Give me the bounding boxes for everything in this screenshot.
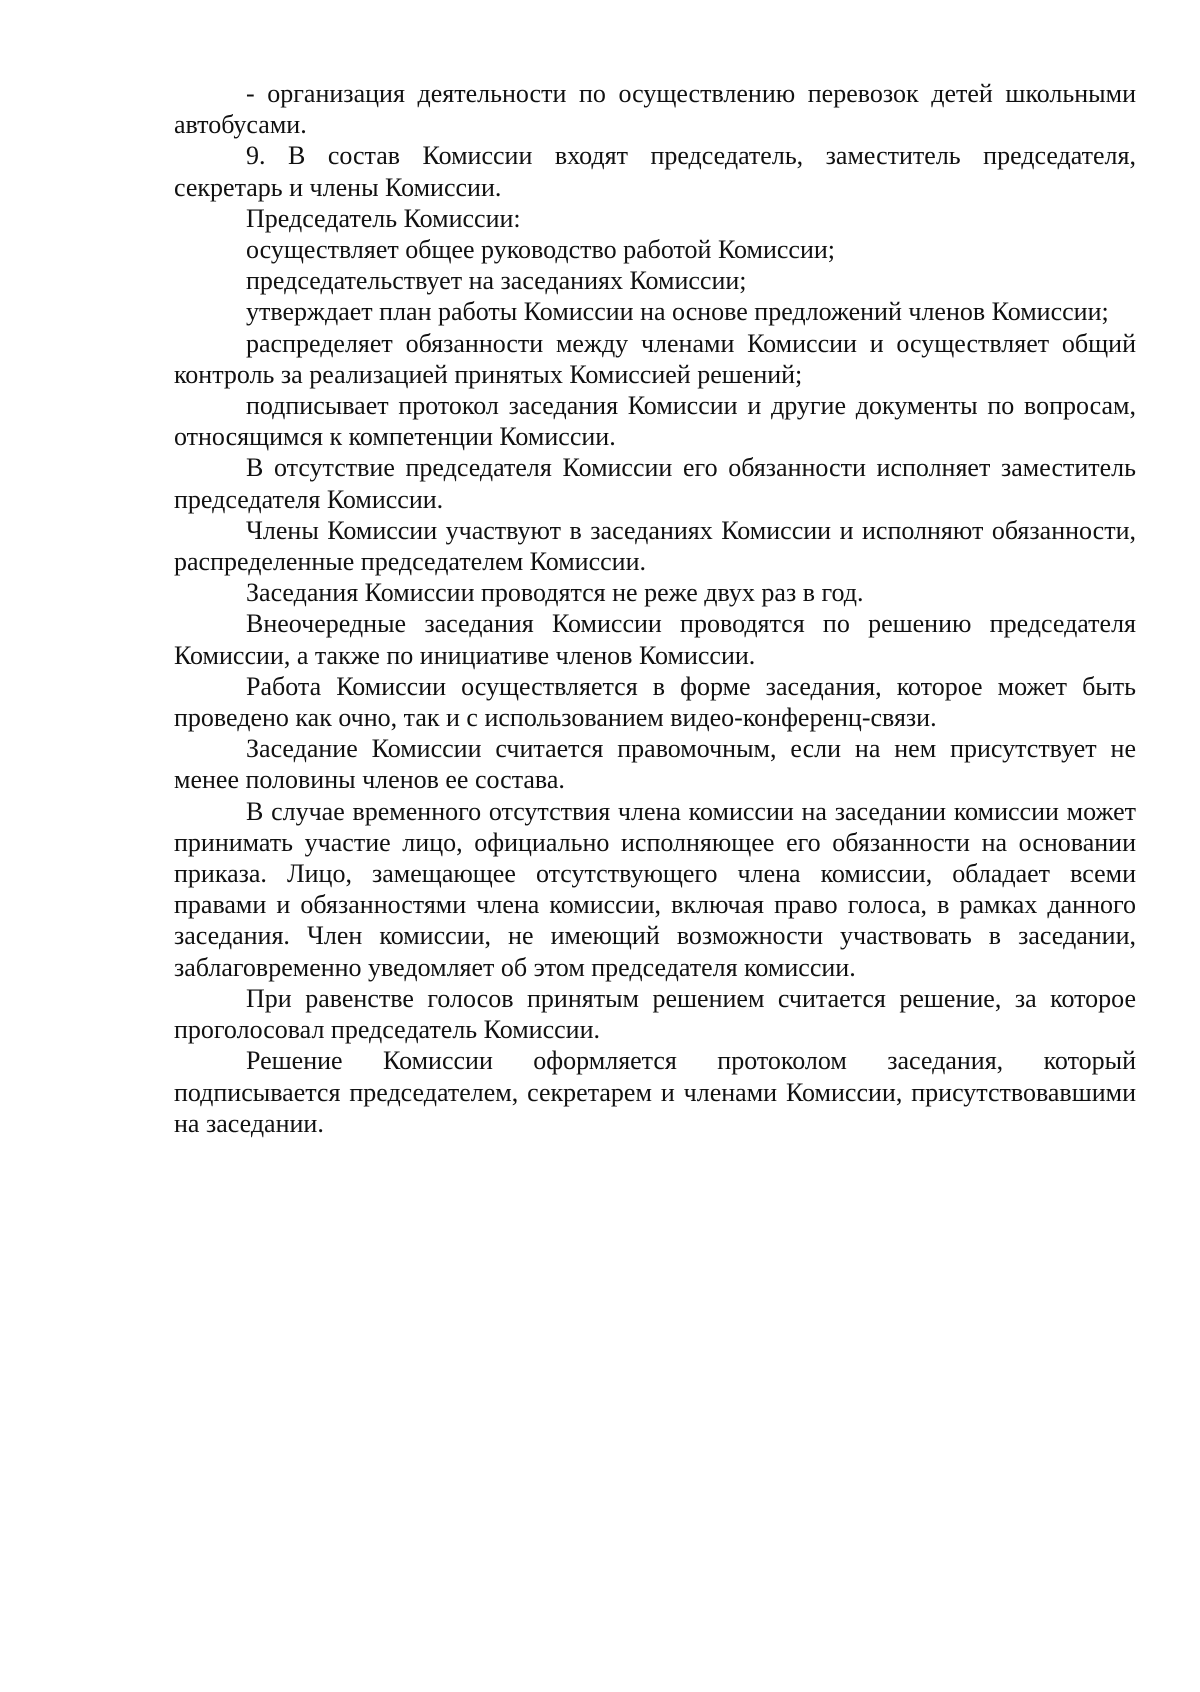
paragraph-extraordinary-meetings: Внеочередные заседания Комиссии проводятся по решению председателя Комиссии, а также по инициативе членов Комиссии. xyxy=(174,609,1136,670)
paragraph-commission-composition: 9. В состав Комиссии входят председатель, заместитель председателя, секретарь и члены Комиссии. xyxy=(174,141,1136,202)
paragraph-transport-organization: - организация деятельности по осуществлению перевозок детей школьными автобусами. xyxy=(174,79,1136,140)
document-body xyxy=(174,78,1136,1139)
paragraph-decision-protocol: Решение Комиссии оформляется протоколом заседания, который подписывается председателем, секретарем и членами Комиссии, присутствовавшими на заседании. xyxy=(174,1046,1136,1138)
paragraph-chairman-heading: Председатель Комиссии: xyxy=(246,203,521,233)
paragraph-tie-vote: При равенстве голосов принятым решением считается решение, за которое проголосовал председатель Комиссии. xyxy=(174,983,1136,1045)
paragraph-meeting-format: Работа Комиссии осуществляется в форме заседания, которое может быть проведено как очно, так и с использованием видео-конференц-связи. xyxy=(174,671,1136,733)
paragraph-meeting-frequency: Заседания Комиссии проводятся не реже двух раз в год. xyxy=(246,578,864,608)
paragraph-members-duties: Члены Комиссии участвуют в заседаниях Комиссии и исполняют обязанности, распределенные председателем Комиссии. xyxy=(174,515,1136,577)
paragraph-chairman-duty-general: осуществляет общее руководство работой Комиссии; xyxy=(246,235,836,265)
paragraph-chairman-duty-distribute: распределяет обязанности между членами Комиссии и осуществляет общий контроль за реализацией принятых Комиссией решений; xyxy=(174,328,1136,389)
paragraph-member-substitution: В случае временного отсутствия члена комиссии на заседании комиссии может принимать участие лицо, официально исполняющее его обязанности на основании приказа. Лицо, замещающее отсутствующего члена комиссии, обладает всеми правами и обязанностями члена комиссии, включая право голоса, в рамках данного заседания. Член комиссии, не имеющий возможности участвовать в заседании, заблаговременно уведомляет об этом председателя комиссии. xyxy=(174,796,1136,982)
paragraph-chairman-duty-sign: подписывает протокол заседания Комиссии и другие документы по вопросам, относящимся к компетенции Комиссии. xyxy=(174,391,1136,452)
paragraph-chairman-duty-plan: утверждает план работы Комиссии на основе предложений членов Комиссии; xyxy=(246,297,1109,327)
paragraph-deputy-replaces: В отсутствие председателя Комиссии его обязанности исполняет заместитель председателя Комиссии. xyxy=(174,453,1136,514)
paragraph-chairman-duty-presides: председательствует на заседаниях Комиссии; xyxy=(246,266,747,296)
paragraph-quorum: Заседание Комиссии считается правомочным, если на нем присутствует не менее половины членов ее состава. xyxy=(174,734,1136,795)
